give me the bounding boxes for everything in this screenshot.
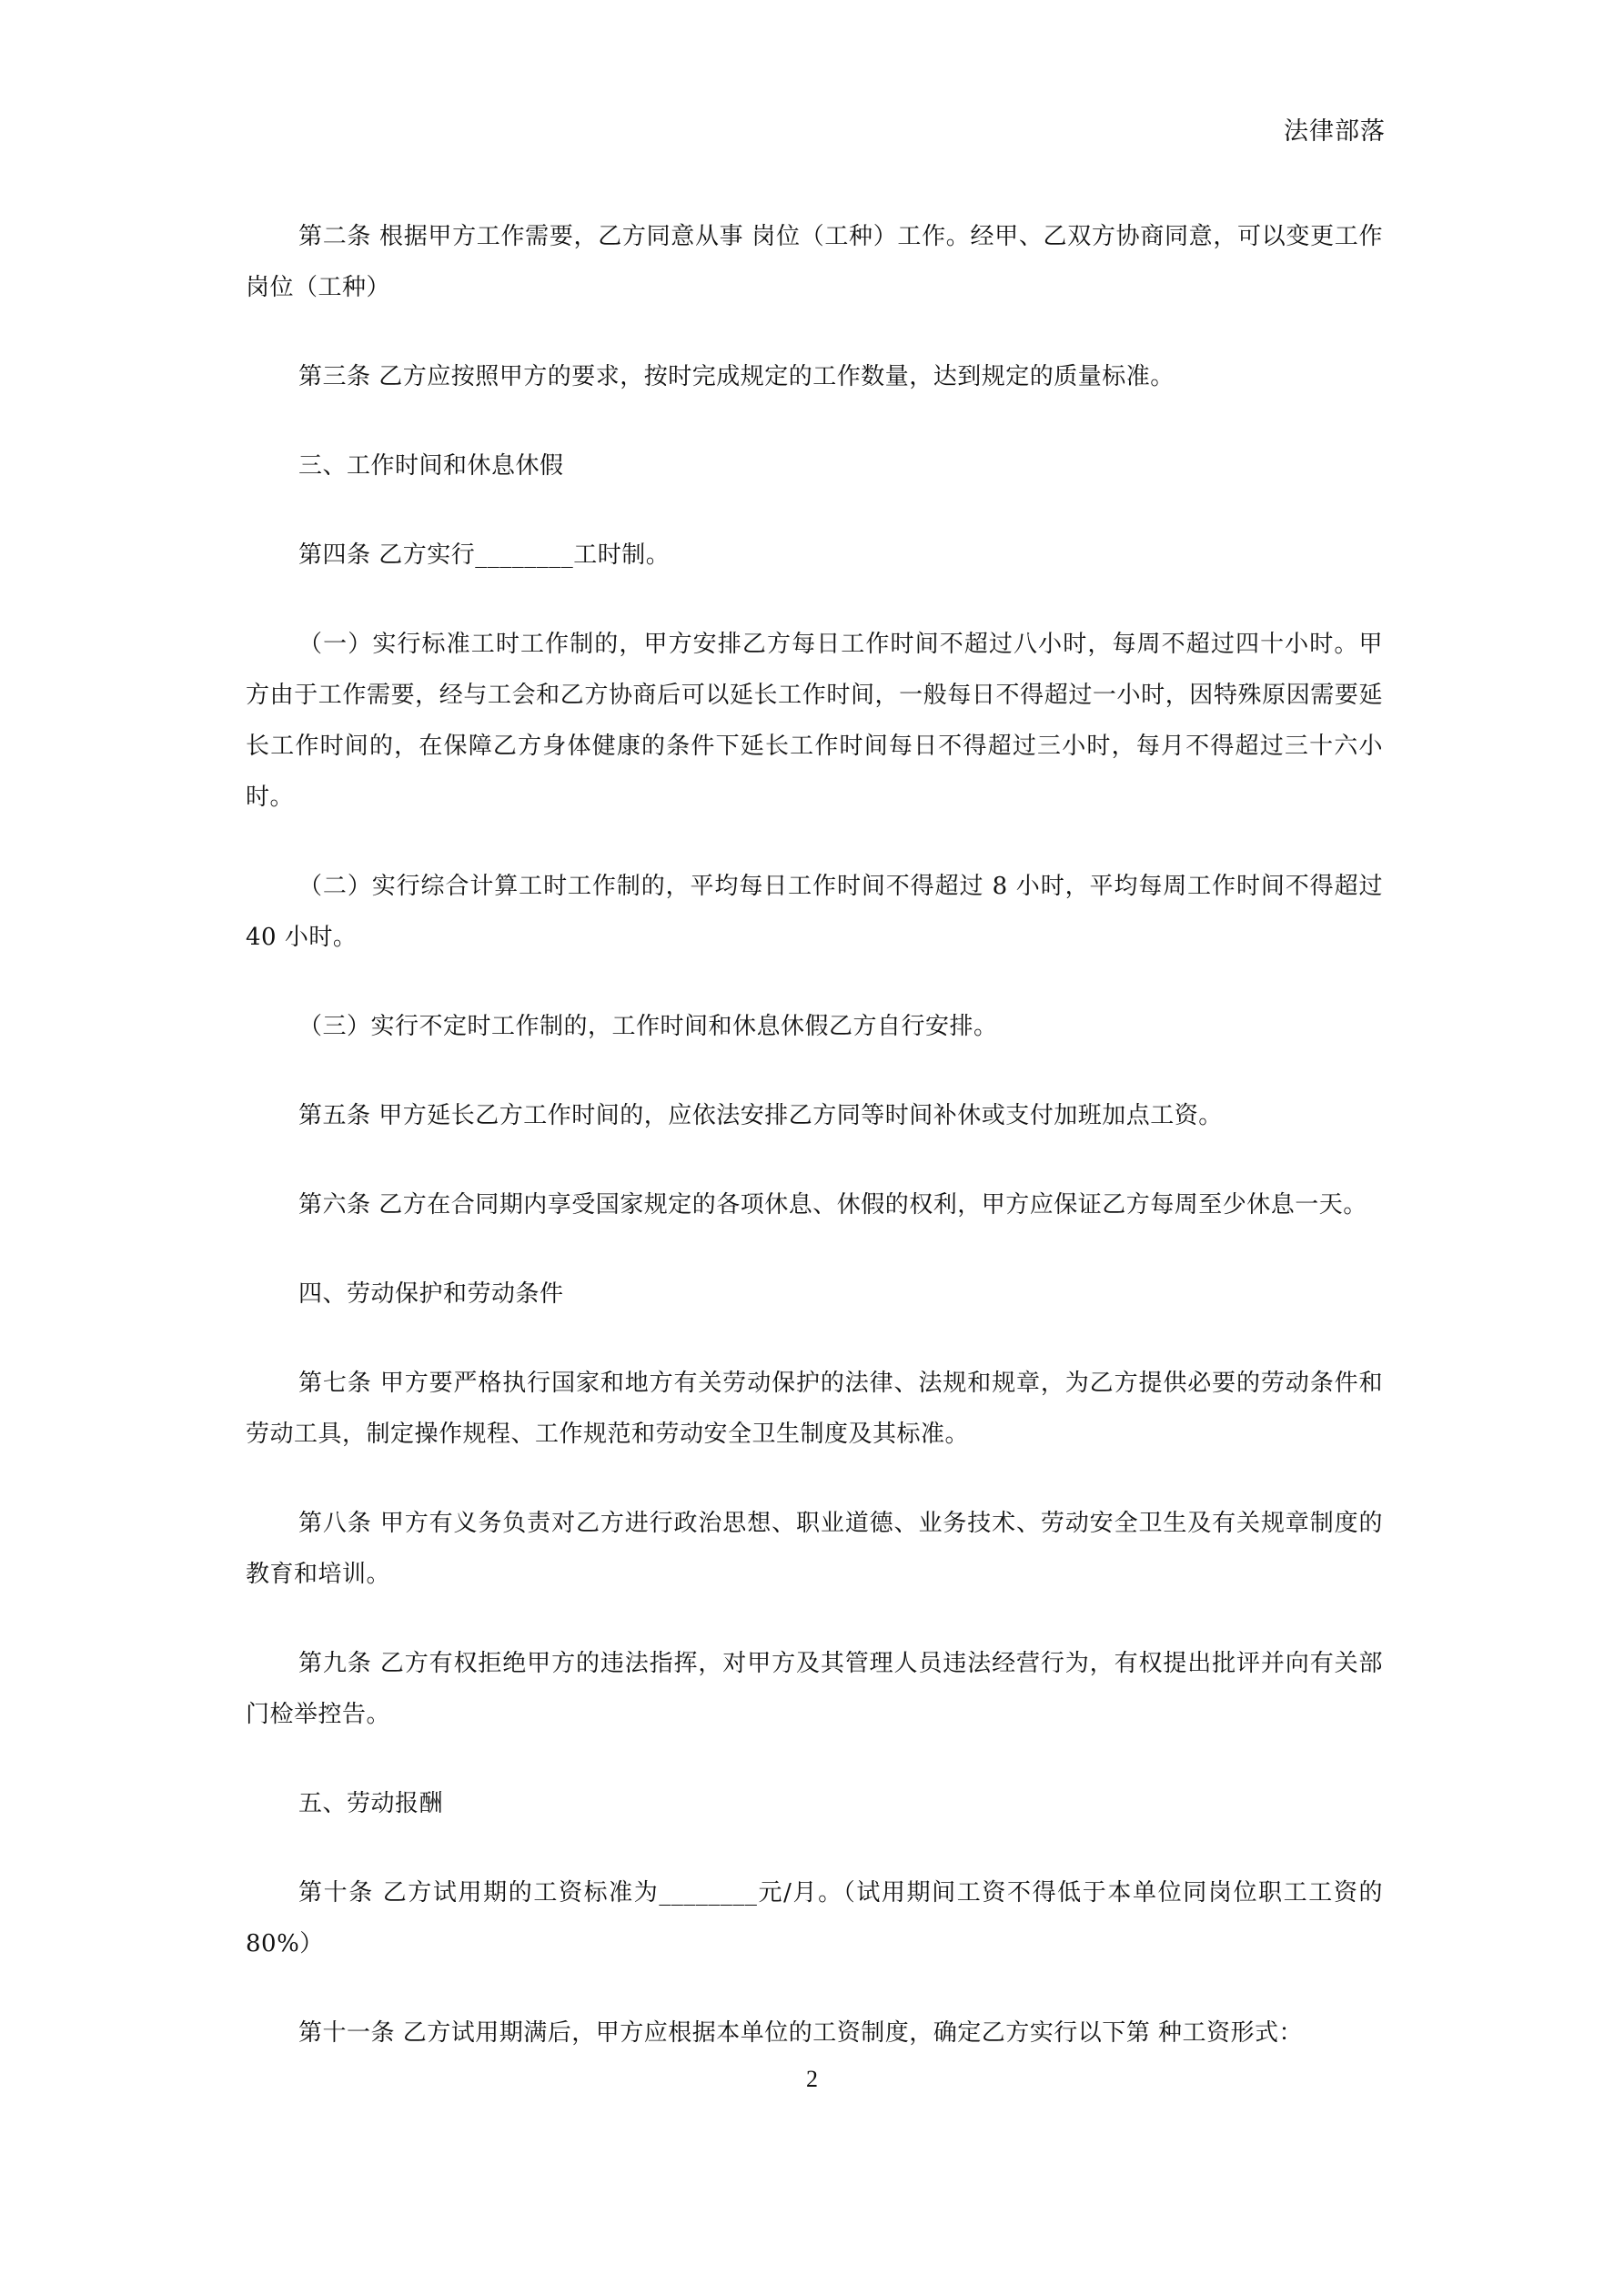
paragraph-article-10: 第十条 乙方试用期的工资标准为________元/月。（试用期间工资不得低于本单位同岗位职工工资的 80%） [246,1879,1383,1957]
document-body [246,211,1383,2097]
paragraph-standard-hours: （一）实行标准工时工作制的，甲方安排乙方每日工作时间不超过八小时，每周不超过四十小时。甲方由于工作需要，经与工会和乙方协商后可以延长工作时间，一般每日不得超过一小时，因特殊原因需要延长工作时间的，在保障乙方身体健康的条件下延长工作时间每日不得超过三小时，每月不得超过三十六小时。 [246,631,1383,811]
paragraph-article-11: 第十一条 乙方试用期满后，甲方应根据本单位的工资制度，确定乙方实行以下第 种工资形式： [298,2019,1304,2047]
paragraph-comprehensive-hours: （二）实行综合计算工时工作制的，平均每日工作时间不得超过 8 小时，平均每周工作时间不得超过 40 小时。 [246,873,1383,951]
section-heading-remuneration: 五、劳动报酬 [298,1790,444,1817]
paragraph-article-3: 第三条 乙方应按照甲方的要求，按时完成规定的工作数量，达到规定的质量标准。 [298,363,1175,390]
paragraph-article-4: 第四条 乙方实行________工时制。 [298,541,671,569]
paragraph-article-9: 第九条 乙方有权拒绝甲方的违法指挥，对甲方及其管理人员违法经营行为，有权提出批评并向有关部门检举控告。 [246,1650,1383,1728]
paragraph-article-7: 第七条 甲方要严格执行国家和地方有关劳动保护的法律、法规和规章，为乙方提供必要的劳动条件和劳动工具，制定操作规程、工作规范和劳动安全卫生制度及其标准。 [246,1370,1383,1448]
paragraph-flexible-hours: （三）实行不定时工作制的，工作时间和休息休假乙方自行安排。 [298,1013,998,1040]
section-heading-work-hours: 三、工作时间和休息休假 [298,452,564,480]
page-number: 2 [806,2066,818,2092]
paragraph-article-8: 第八条 甲方有义务负责对乙方进行政治思想、职业道德、业务技术、劳动安全卫生及有关规章制度的教育和培训。 [246,1510,1383,1588]
paragraph-article-2: 第二条 根据甲方工作需要，乙方同意从事 岗位（工种）工作。经甲、乙双方协商同意，可以变更工作岗位（工种） [246,223,1383,301]
page-header: 法律部落 [1284,117,1386,146]
paragraph-article-5: 第五条 甲方延长乙方工作时间的，应依法安排乙方同等时间补休或支付加班加点工资。 [298,1102,1223,1129]
paragraph-article-6: 第六条 乙方在合同期内享受国家规定的各项休息、休假的权利，甲方应保证乙方每周至少休息一天。 [298,1191,1367,1219]
section-heading-labor-protection: 四、劳动保护和劳动条件 [298,1280,564,1308]
